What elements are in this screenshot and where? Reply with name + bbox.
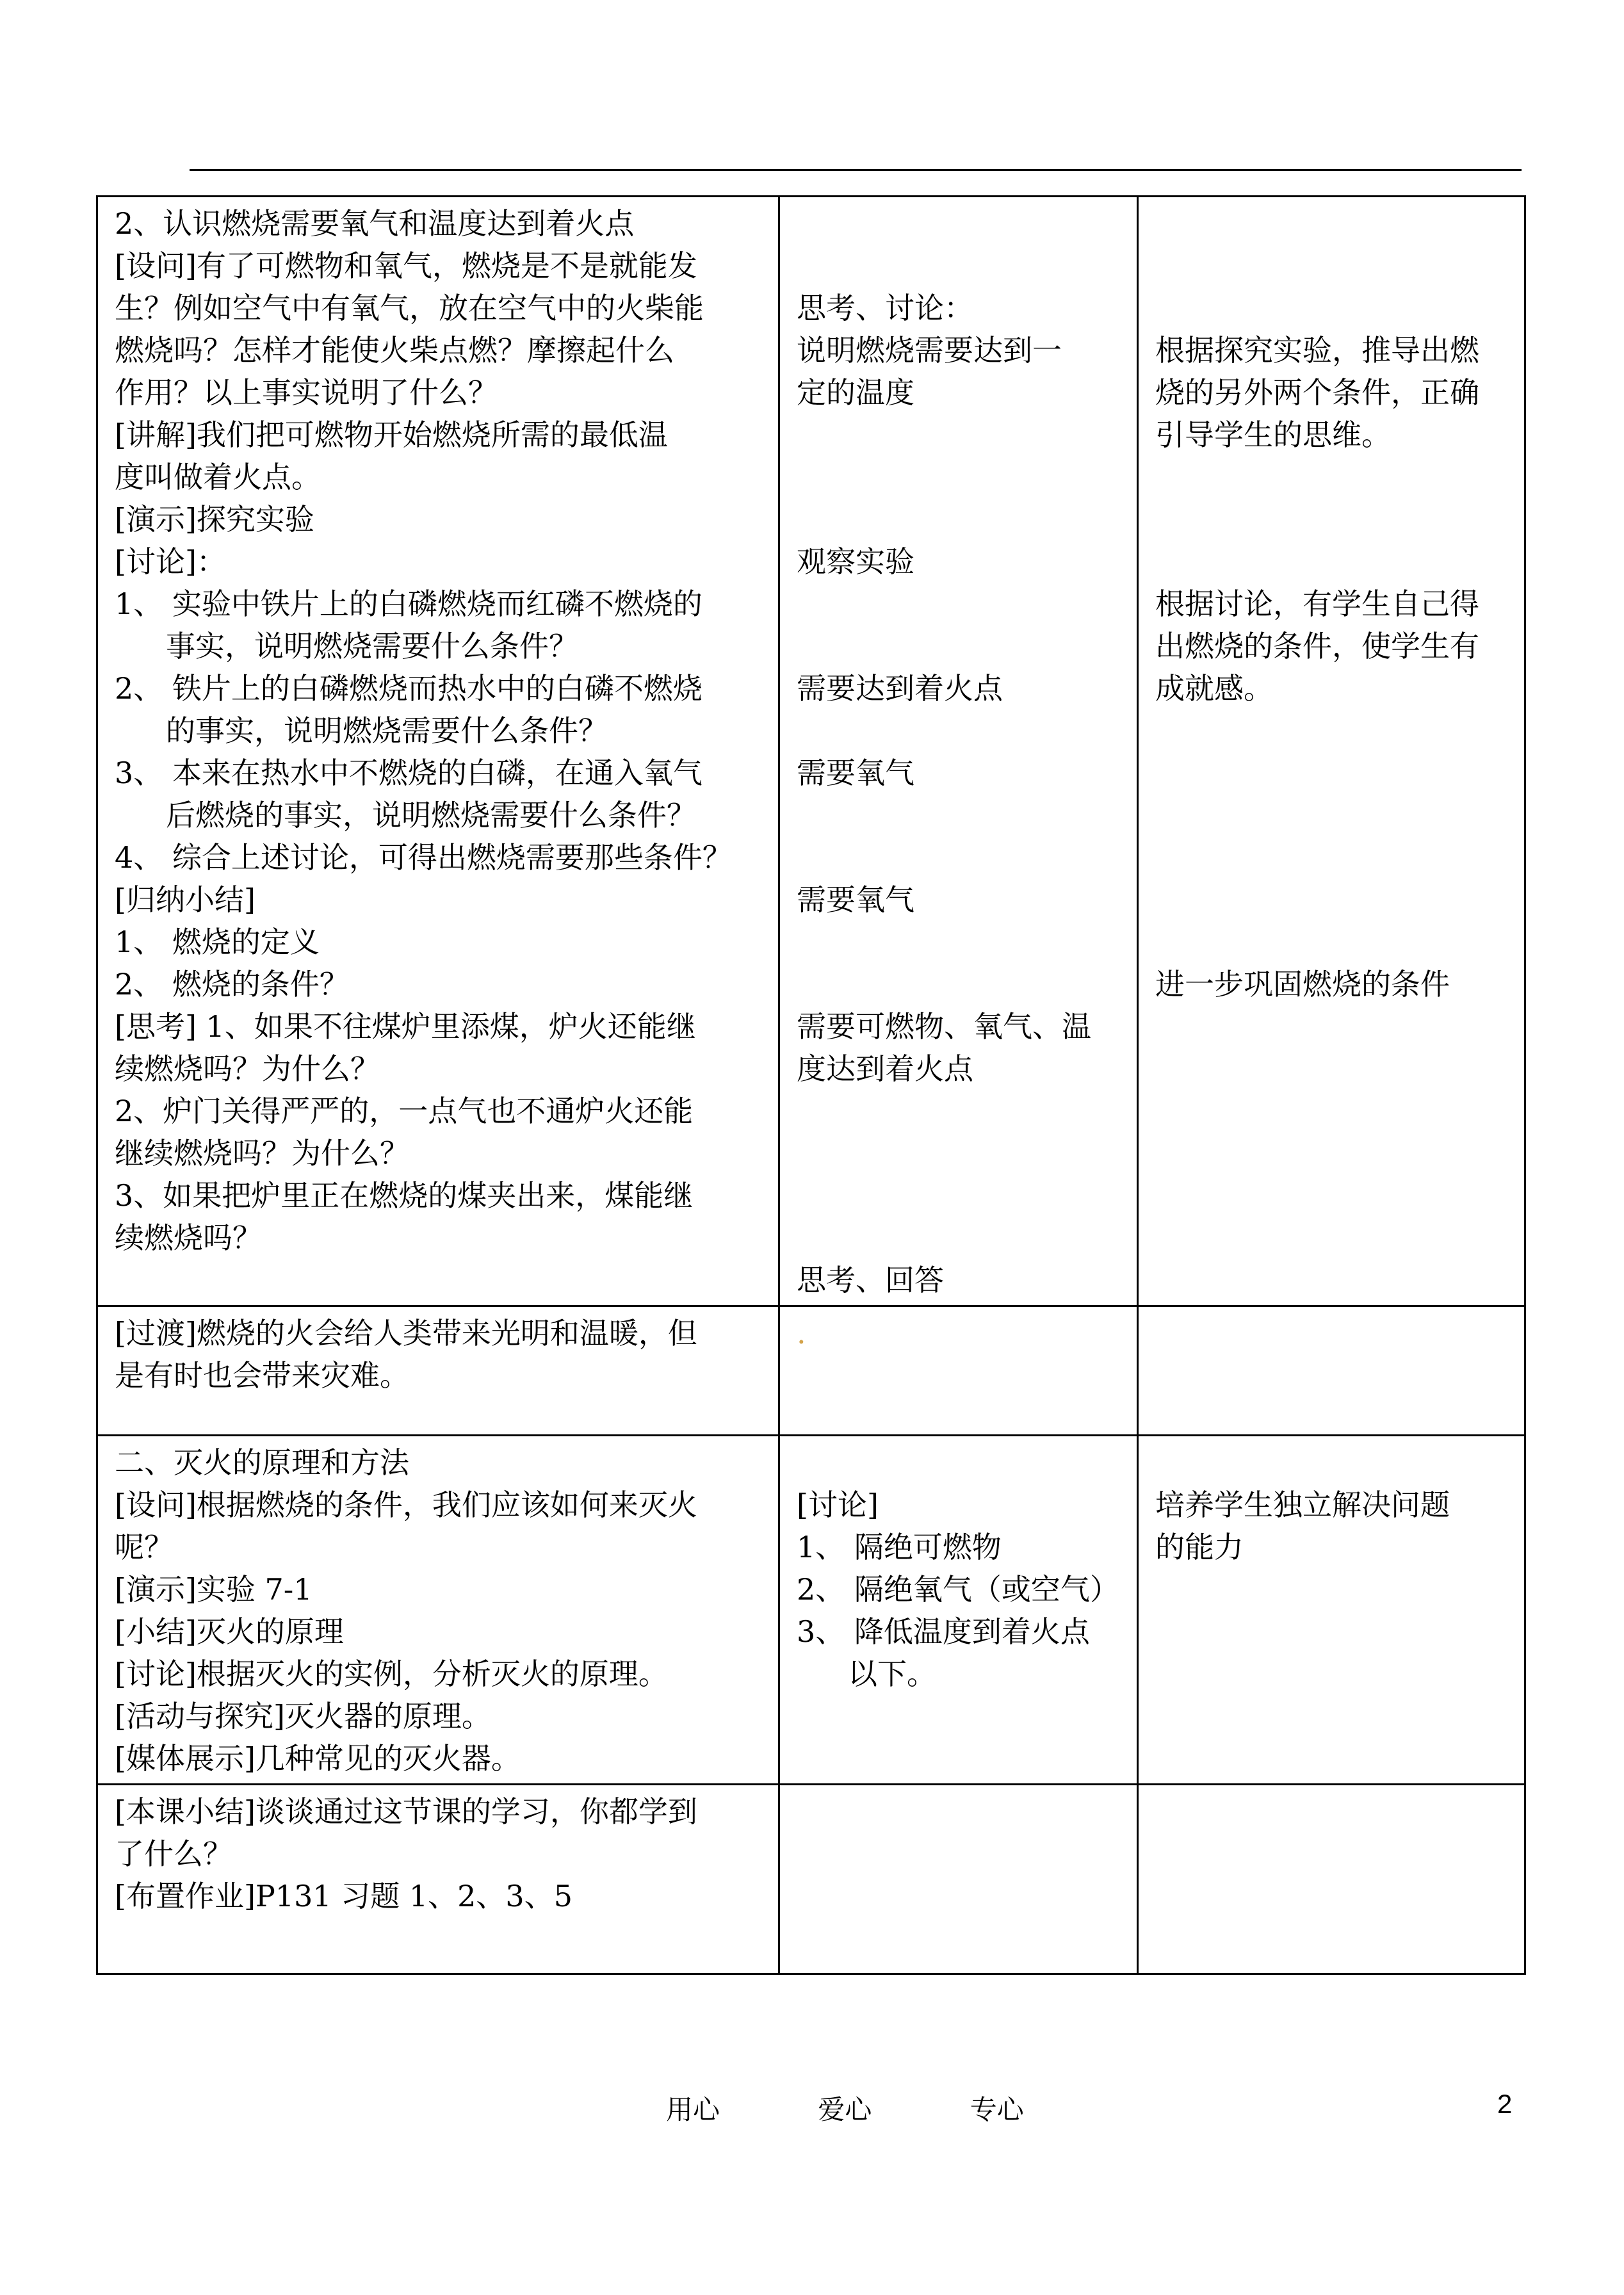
text-line: 思考、讨论： — [797, 291, 973, 325]
teacher-activity-cell — [97, 197, 779, 1306]
text-line: 1、 实验中铁片上的白磷燃烧而红磷不燃烧的 — [115, 587, 702, 621]
text-line: 二、灭火的原理和方法 — [115, 1445, 409, 1480]
text-line: 燃烧吗？怎样才能使火柴点燃？摩擦起什么 — [115, 333, 674, 368]
text-line: [活动与探究]灭火器的原理。 — [115, 1699, 491, 1733]
text-line: 后燃烧的事实，说明燃烧需要什么条件？ — [166, 798, 696, 832]
text-line: 观察实验 — [797, 544, 914, 579]
text-line: 2、 隔绝氧气（或空气） — [797, 1572, 1119, 1607]
teacher-activity-cell — [97, 1436, 779, 1785]
text-line: 需要可燃物、氧气、温 — [797, 1009, 1091, 1044]
text-line: 是有时也会带来灾难。 — [115, 1358, 409, 1393]
text-line: [演示]探究实验 — [115, 502, 314, 537]
text-line: 1、 隔绝可燃物 — [797, 1530, 1002, 1564]
design-intent-cell — [1138, 1436, 1525, 1785]
page-number: 2 — [1497, 2089, 1513, 2119]
text-line: 1、 燃烧的定义 — [115, 925, 320, 959]
text-line: 2、 燃烧的条件？ — [115, 967, 349, 1002]
text-line: [媒体展示]几种常见的灭火器。 — [115, 1741, 521, 1776]
text-line: 2、认识燃烧需要氧气和温度达到着火点 — [115, 206, 635, 241]
text-line: 出燃烧的条件，使学生有 — [1155, 629, 1479, 663]
text-line: 思考、回答 — [797, 1263, 944, 1297]
teacher-activity-cell — [97, 1785, 779, 1974]
text-line: 说明燃烧需要达到一 — [797, 333, 1062, 368]
text-line: 以下。 — [848, 1657, 936, 1691]
text-line: 续燃烧吗？ — [115, 1220, 262, 1255]
footer-motto — [666, 2089, 1114, 2127]
text-line: 定的温度 — [797, 375, 914, 410]
text-line: [讨论] — [797, 1488, 879, 1522]
table-row — [97, 1306, 1525, 1436]
text-line: 的能力 — [1155, 1530, 1244, 1564]
text-line: 生？例如空气中有氧气，放在空气中的火柴能 — [115, 291, 704, 325]
text-line: [归纳小结] — [115, 882, 256, 917]
text-line: [小结]灭火的原理 — [115, 1614, 344, 1649]
text-line: [设问]有了可燃物和氧气，燃烧是不是就能发 — [115, 248, 697, 283]
text-line: 培养学生独立解决问题 — [1155, 1488, 1450, 1522]
footer-word: 爱心 — [818, 2094, 872, 2125]
text-line: [设问]根据燃烧的条件，我们应该如何来灭火 — [115, 1488, 697, 1522]
footer-word: 专心 — [970, 2094, 1024, 2125]
text-line: 4、 综合上述讨论，可得出燃烧需要那些条件？ — [115, 840, 732, 875]
lesson-plan-table — [96, 195, 1526, 1975]
table-row — [97, 197, 1525, 1306]
header-rule — [190, 169, 1522, 171]
student-activity-cell — [779, 197, 1138, 1306]
design-intent-cell — [1138, 197, 1525, 1306]
text-line: 烧的另外两个条件，正确 — [1155, 375, 1479, 410]
text-line: 3、 本来在热水中不燃烧的白磷，在通入氧气 — [115, 756, 702, 790]
text-line: 度叫做着火点。 — [115, 460, 321, 494]
design-intent-cell — [1138, 1785, 1525, 1974]
text-line: 2、 铁片上的白磷燃烧而热水中的白磷不燃烧 — [115, 671, 702, 706]
text-line: 3、 降低温度到着火点 — [797, 1614, 1090, 1649]
table-row — [97, 1436, 1525, 1785]
footer-word: 用心 — [666, 2094, 720, 2125]
text-line: 了什么？ — [115, 1837, 232, 1871]
text-line: [思考] 1、如果不往煤炉里添煤，炉火还能继 — [115, 1009, 696, 1044]
teacher-activity-cell — [97, 1306, 779, 1436]
text-line: [演示]实验 7-1 — [115, 1572, 313, 1607]
text-line: 2、炉门关得严严的，一点气也不通炉火还能 — [115, 1094, 694, 1128]
stray-mark: . — [797, 1316, 806, 1350]
text-line: 成就感。 — [1155, 671, 1273, 706]
text-line: 进一步巩固燃烧的条件 — [1155, 967, 1450, 1002]
table-row — [97, 1785, 1525, 1974]
text-line: [讨论]： — [115, 544, 226, 579]
text-line: [讲解]我们把可燃物开始燃烧所需的最低温 — [115, 418, 668, 452]
text-line: 需要达到着火点 — [797, 671, 1003, 706]
design-intent-cell — [1138, 1306, 1525, 1436]
text-line: 续燃烧吗？为什么？ — [115, 1051, 380, 1086]
text-line: 的事实，说明燃烧需要什么条件？ — [166, 713, 608, 748]
student-activity-cell — [779, 1785, 1138, 1974]
student-activity-cell — [779, 1436, 1138, 1785]
text-line: 根据探究实验，推导出燃 — [1155, 333, 1479, 368]
student-activity-cell — [779, 1306, 1138, 1436]
text-line: 呢？ — [115, 1530, 174, 1564]
text-line: [本课小结]谈谈通过这节课的学习，你都学到 — [115, 1794, 697, 1829]
text-line: 继续燃烧吗？为什么？ — [115, 1136, 409, 1171]
text-line: 引导学生的思维。 — [1155, 418, 1391, 452]
text-line: 需要氧气 — [797, 882, 914, 917]
text-line: 度达到着火点 — [797, 1051, 973, 1086]
text-line: 事实，说明燃烧需要什么条件？ — [166, 629, 578, 663]
text-line: [布置作业]P131 习题 1、2、3、5 — [115, 1879, 572, 1913]
text-line: 需要氧气 — [797, 756, 914, 790]
text-line: 作用？以上事实说明了什么？ — [115, 375, 498, 410]
text-line: 3、如果把炉里正在燃烧的煤夹出来，煤能继 — [115, 1178, 694, 1213]
text-line: [过渡]燃烧的火会给人类带来光明和温暖，但 — [115, 1316, 697, 1350]
text-line: 根据讨论，有学生自己得 — [1155, 587, 1479, 621]
text-line: [讨论]根据灭火的实例，分析灭火的原理。 — [115, 1657, 668, 1691]
